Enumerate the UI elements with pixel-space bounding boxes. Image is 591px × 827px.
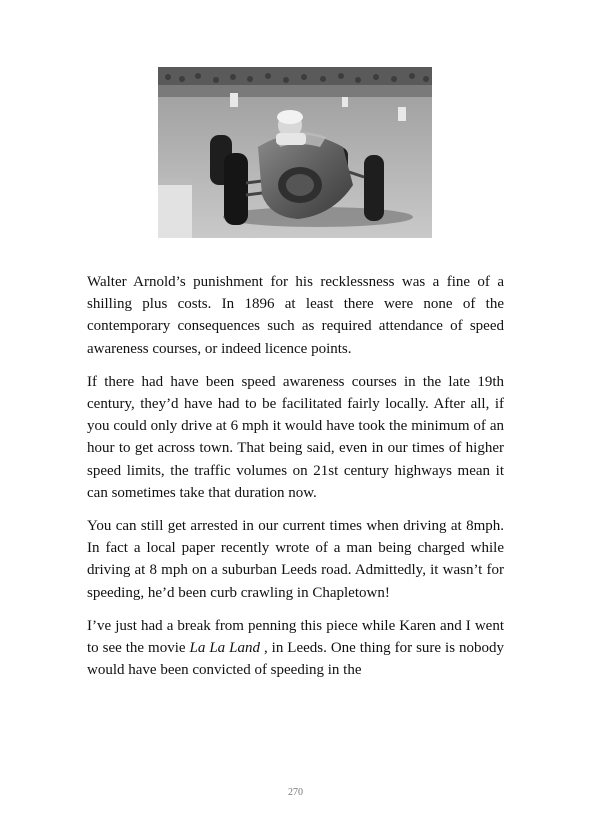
paragraph-1: Walter Arnold’s punishment for his recklessness was a fine of a shilling plus costs. In 1896 at least there were none of the contemporary consequences such as required attendance of speed awareness courses, or indeed licence points.	[87, 274, 504, 357]
racing-car-photo	[158, 67, 432, 238]
paragraph-4-end: , in Leeds. One thing for sure is nobody would have been convicted of speeding in the	[87, 640, 504, 679]
body-text	[87, 271, 504, 692]
paragraph-2: If there had have been speed awareness courses in the late 19th century, they’d have had to be facilitated fairly locally. After all, if you could only drive at 6 mph it would have took the minimum of an hour to get across town. That being said, even in our times of higher speed limits, the traffic volumes on 21st century highways mean it can sometimes take that duration now.	[87, 373, 504, 501]
page-number: 270	[288, 787, 303, 798]
movie-title: La La Land	[189, 640, 260, 657]
paragraph-3: You can still get arrested in our current times when driving at 8mph. In fact a local paper recently wrote of a man being charged while driving at 8 mph on a suburban Leeds road. Admittedly, it wasn’t for speeding, he’d been curb crawling in Chapletown!	[87, 518, 504, 601]
paragraph-4-start: I’ve just had a break from penning this piece while Karen and I went to see the movie	[87, 617, 504, 657]
paragraph-4	[87, 615, 504, 682]
